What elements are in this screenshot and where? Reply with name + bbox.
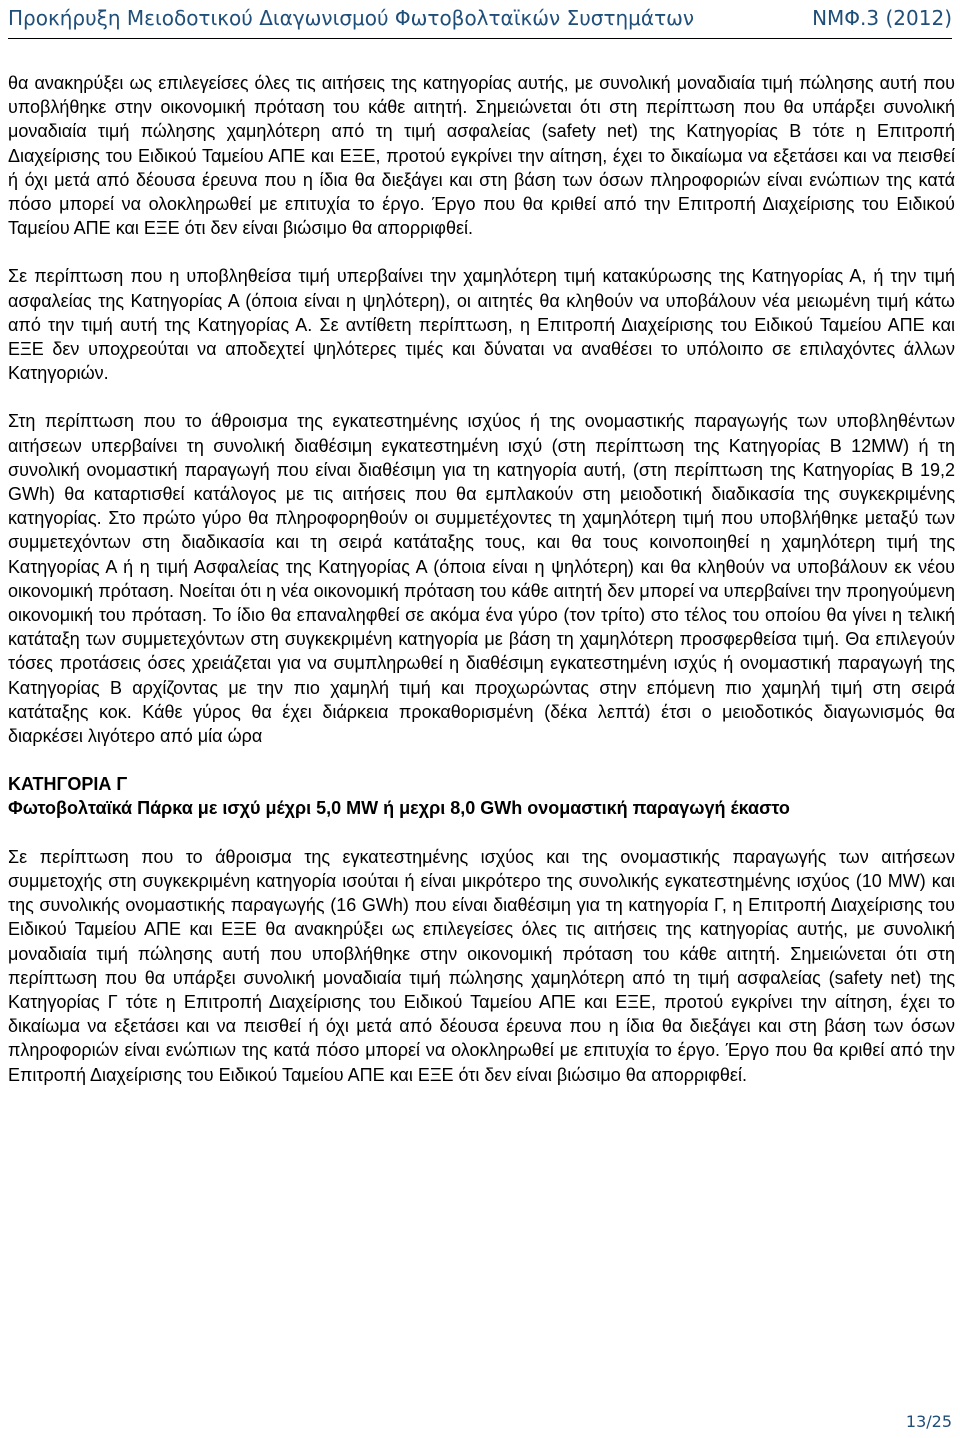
paragraph-1: θα ανακηρύξει ως επιλεγείσες όλες τις αιτήσεις της κατηγορίας αυτής, με συνολική μοναδιαία τιμή πώλησης αυτή που υποβλήθηκε στην οικονομική πρόταση του κάθε αιτητή. Σημειώνεται ότι στη περίπτωση που θα υπάρξει συνολική μοναδιαία τιμή πώλησης χαμηλότερη από τη τιμή ασφαλείας (safety net) της Κατηγορίας Β τότε η Επιτροπή Διαχείρισης του Ειδικού Ταμείου ΑΠΕ και ΕΞΕ, προτού εγκρίνει την αίτηση, έχει το δικαίωμα να εξετάσει και να πεισθεί ή όχι μετά από δέουσα έρευνα που η ίδια θα διεξάγει και στη βάση των όσων πληροφοριών είναι ενώπιων της κατά πόσο μπορεί να ολοκληρωθεί με επιτυχία το έργο. Έργο που θα κριθεί από την Επιτροπή Διαχείρισης του Ειδικού Ταμείου ΑΠΕ και ΕΞΕ ότι δεν είναι βιώσιμο θα απορριφθεί. bbox=[8, 73, 955, 239]
document-title: Προκήρυξη Μειοδοτικού Διαγωνισμού Φωτοβολταϊκών Συστημάτων bbox=[8, 6, 695, 30]
category-heading: ΚΑΤΗΓΟΡΙΑ Γ bbox=[8, 774, 128, 795]
paragraph-4: Σε περίπτωση που το άθροισμα της εγκατεστημένης ισχύος και της ονομαστικής παραγωγής των αιτήσεων συμμετοχής στη συγκεκριμένη κατηγορία ισούται ή είναι μικρότερο της συνολικής εγκατεστημένης ισχύος (10 MW) και της συνολικής ονομαστικής παραγωγής (16 GWh) που είναι διαθέσιμη για τη κατηγορία Γ, η Επιτροπή Διαχείρισης του Ειδικού Ταμείου ΑΠΕ και ΕΞΕ θα ανακηρύξει ως επιλεγείσες όλες τις αιτήσεις της κατηγορίας αυτής, με συνολική μοναδιαία τιμή πώλησης αυτή που υποβλήθηκε στην οικονομική πρόταση του κάθε αιτητή. Σημειώνεται ότι στη περίπτωση που θα υπάρξει συνολική μοναδιαία τιμή πώλησης χαμηλότερη από τη τιμή ασφαλείας (safety net) της Κατηγορίας Γ τότε η Επιτροπή Διαχείρισης του Ειδικού Ταμείου ΑΠΕ και ΕΞΕ, προτού εγκρίνει την αίτηση, έχει το δικαίωμα να εξετάσει και να πεισθεί ή όχι μετά από δέουσα έρευνα που η ίδια θα διεξάγει και στη βάση των όσων πληροφοριών είναι ενώπιων της κατά πόσο μπορεί να ολοκληρωθεί με επιτυχία το έργο. Έργο που θα κριθεί από την Επιτροπή Διαχείρισης του Ειδικού Ταμείου ΑΠΕ και ΕΞΕ ότι δεν είναι βιώσιμο θα απορριφθεί. bbox=[8, 846, 955, 1085]
document-reference: ΝΜΦ.3 (2012) bbox=[812, 6, 952, 30]
page-header bbox=[8, 0, 952, 39]
document-body bbox=[8, 71, 955, 1087]
paragraph-2: Σε περίπτωση που η υποβληθείσα τιμή υπερβαίνει την χαμηλότερη τιμή κατακύρωσης της Κατηγορίας Α, ή την τιμή ασφαλείας της Κατηγορίας Α (όποια είναι η ψηλότερη), οι αιτητές θα κληθούν να υποβάλουν νέα μειωμένη τιμή κάτω από την τιμή αυτή της Κατηγορίας Α. Σε αντίθετη περίπτωση, η Επιτροπή Διαχείρισης του Ειδικού Ταμείου ΑΠΕ και ΕΞΕ δεν υποχρεούται να αποδεχτεί ψηλότερες τιμές και δύναται να αναθέσει το υπόλοιπο σε επιλαχόντες άλλων Κατηγοριών. bbox=[8, 266, 955, 384]
category-subtitle: Φωτοβολταϊκά Πάρκα με ισχύ μέχρι 5,0 MW ή μεχρι 8,0 GWh ονομαστική παραγωγή έκαστο bbox=[8, 798, 790, 819]
page-number: 13/25 bbox=[905, 1412, 952, 1431]
category-heading-block bbox=[8, 772, 955, 820]
paragraph-3: Στη περίπτωση που το άθροισμα της εγκατεστημένης ισχύος ή της ονομαστικής παραγωγής των υποβληθέντων αιτήσεων υπερβαίνει τη συνολική διαθέσιμη εγκατεστημένη ισχύ (στη περίπτωση της Κατηγορίας Β 12MW) ή τη συνολική ονομαστική παραγωγή που είναι διαθέσιμη για τη κατηγορία αυτή, (στη περίπτωση της Κατηγορίας Β 19,2 GWh) θα καταρτισθεί κατάλογος με τις αιτήσεις που θα εμπλακούν στη μειοδοτική διαδικασία της συγκεκριμένης κατηγορίας. Στο πρώτο γύρο θα πληροφορηθούν οι συμμετέχοντες τη χαμηλότερη τιμή που υποβλήθηκε μεταξύ των συμμετεχόντων στη διαδικασία και τη σειρά κατάταξης τους, και θα τους κοινοποιηθεί η χαμηλότερη τιμή της Κατηγορίας Α ή η τιμή Ασφαλείας της Κατηγορίας Α (όποια είναι η ψηλότερη) και θα κληθούν να υποβάλουν εκ νέου οικονομική πρόταση. Νοείται ότι η νέα οικονομική πρόταση του κάθε αιτητή δεν μπορεί να υπερβαίνει την προηγούμενη οικονομική του πρόταση. Το ίδιο θα επαναληφθεί σε ακόμα ένα γύρο (τον τρίτο) στο τέλος του οποίου θα γίνει η τελική κατάταξη των συμμετεχόντων στη συγκεκριμένη κατηγορία με βάση τη χαμηλότερη προσφερθείσα τιμή. Θα επιλεγούν τόσες προτάσεις όσες χρειάζεται για να συμπληρωθεί η διαθέσιμη εγκατεστημένη ισχύς ή ονομαστική παραγωγή της Κατηγορίας Β αρχίζοντας με την πιο χαμηλή τιμή και προχωρώντας στην επόμενη πιο χαμηλή τιμή στη σειρά κατάταξης κοκ. Κάθε γύρος θα έχει διάρκεια προκαθορισμένη (δέκα λεπτά) έτσι ο μειοδοτικός διαγωνισμός θα διαρκέσει λιγότερο από μία ώρα bbox=[8, 411, 955, 747]
